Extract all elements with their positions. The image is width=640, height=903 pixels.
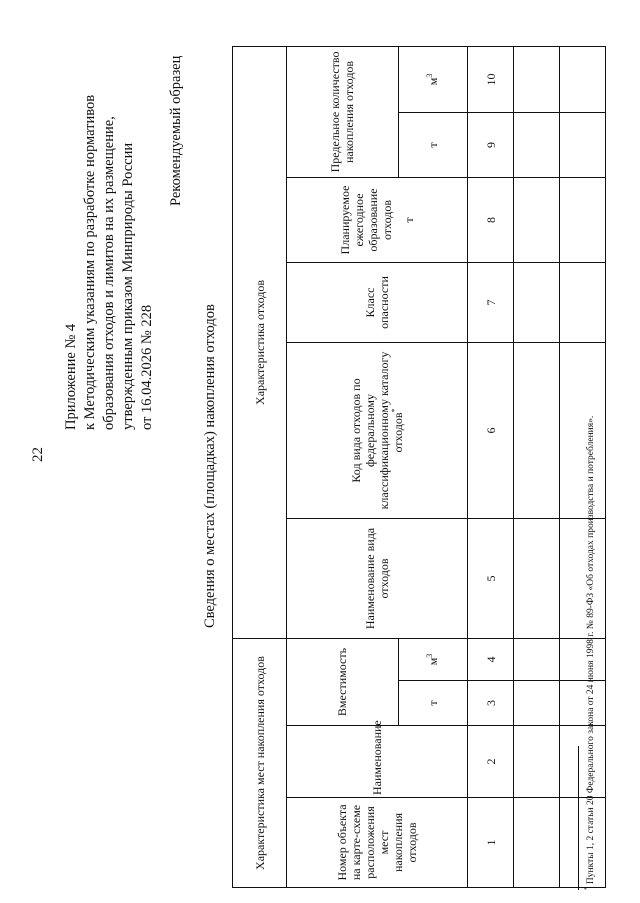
appendix-line: к Методическим указаниям по разработке нормативов bbox=[82, 94, 98, 430]
header-hazard-class: Класс опасности bbox=[287, 263, 468, 343]
group-header-waste: Характеристика отходов bbox=[233, 46, 287, 638]
column-number-row bbox=[468, 46, 514, 887]
footnote-text: Пункты 1, 2 статьи 20 Федерального закона от 24 июня 1998 г. № 89-ФЗ «Об отходах производства и потребления». bbox=[586, 415, 596, 885]
header-waste-name: Наименование вида отходов bbox=[287, 519, 468, 639]
unit-label: $м^3$ bbox=[398, 639, 468, 681]
header-limit-storage: Предельное количество накопления отходов bbox=[287, 46, 399, 177]
table-title: Сведения о местах (площадках) накопления отходов bbox=[202, 304, 218, 628]
header-name: Наименование bbox=[287, 726, 468, 798]
column-number: 4 bbox=[468, 639, 514, 681]
unit-label: т bbox=[402, 217, 417, 223]
column-number: 9 bbox=[468, 113, 514, 178]
appendix-header bbox=[62, 95, 157, 430]
column-number: 7 bbox=[468, 263, 514, 343]
column-number: 6 bbox=[468, 343, 514, 519]
empty-data-row bbox=[560, 46, 606, 887]
column-number: 10 bbox=[468, 46, 514, 112]
appendix-line: от 16.04.2026 № 228 bbox=[139, 304, 155, 430]
column-number: 1 bbox=[468, 798, 514, 888]
group-header-places: Характеристика мест накопления отходов bbox=[233, 639, 287, 888]
footnote bbox=[582, 415, 596, 890]
header-object-number: Номер объекта на карте-схеме расположения мест накопления отходов bbox=[287, 798, 468, 888]
table-header-row bbox=[233, 46, 287, 887]
page-number: 22 bbox=[30, 447, 46, 462]
recommended-sample-label: Рекомендуемый образец bbox=[168, 55, 184, 206]
table-header-row bbox=[287, 46, 399, 887]
header-waste-code: Код вида отходов по федеральному классификационному каталогу отходов* bbox=[287, 343, 468, 519]
footnote-mark: * bbox=[582, 886, 591, 890]
waste-storage-table bbox=[232, 46, 606, 888]
header-capacity: Вместимость bbox=[287, 639, 399, 726]
column-number: 8 bbox=[468, 178, 514, 263]
appendix-line: образования отходов и лимитов на их размещение, bbox=[101, 116, 117, 430]
empty-data-row bbox=[514, 46, 560, 887]
column-number: 5 bbox=[468, 519, 514, 639]
appendix-line: Приложение № 4 bbox=[63, 323, 79, 430]
unit-label: $м^3$ bbox=[398, 46, 468, 112]
footnote-divider bbox=[578, 746, 579, 890]
code-footnote-mark: * bbox=[390, 408, 400, 413]
appendix-line: утвержденным приказом Минприроды России bbox=[120, 142, 136, 430]
unit-label: т bbox=[398, 681, 468, 726]
column-number: 3 bbox=[468, 681, 514, 726]
unit-label: т bbox=[398, 113, 468, 178]
header-planned-generation: Планируемое ежегодное образование отходов т bbox=[287, 178, 468, 263]
column-number: 2 bbox=[468, 726, 514, 798]
